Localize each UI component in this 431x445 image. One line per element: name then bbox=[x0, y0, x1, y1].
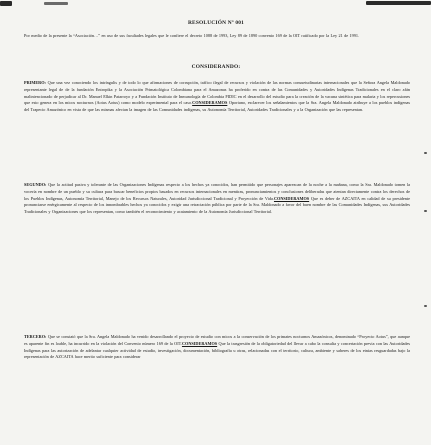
resolution-intro: Por medio de la presente la “Asociación…” en uso de sus facultades legales que le confiere el decreto 1088 de 1993, Ley 89 de 1890 convenio 169 de la OIT ratificado por la Ley 21 de 1991. bbox=[24, 33, 360, 38]
paragraph-segundo-keyword: CONSIDERAMOS bbox=[273, 195, 310, 201]
paragraph-segundo-text: Que la actitud pasiva y tolerante de las Organizaciones Indígenas respecto a los hechos ya conocidos, han permitido que personajes aparezcan de la noche a la mañana, como la Sra. Maldonado tomen la vocería en nombre de un pueblo y su cultura para buscar beneficios propios basados en recursos internacionales en mentiras, pronunciamientos y conclusiones deliberadas que atentan directamente contra los derechos de los Pueblos Indígenas, Autonomía Territorial, Manejo de los Recursos Naturales, Autoridad Jurisdiccional Tradicional y Proyección de Vida. bbox=[24, 182, 410, 201]
paragraph-segundo-lead: SEGUNDO: bbox=[24, 182, 47, 187]
paragraph-primero-lead: PRIMERO: bbox=[24, 80, 46, 85]
scan-top-edge bbox=[0, 0, 431, 10]
scan-artifact bbox=[424, 152, 427, 154]
paragraph-primero-keyword: CONSIDERAMOS bbox=[192, 100, 228, 106]
paragraph-tercero-text: Que se constató que la Sra. Angela Maldonado ha venido desarrollando el proyecto de estudio con micos a la conservación de los primates nocturnos Amazónicos, denominado “Proyecto Aotus”, que aunque es aparente fin es loable, ha incurrido en la violación del Convenio número 169 de la OIT. bbox=[24, 334, 410, 346]
paragraph-tercero-keyword: CONSIDERAMOS bbox=[181, 340, 218, 346]
scan-artifact bbox=[424, 305, 427, 307]
scan-artifact bbox=[424, 210, 427, 212]
paragraph-primero bbox=[24, 80, 410, 114]
considerando-heading: CONSIDERANDO: bbox=[191, 64, 241, 70]
scan-artifact bbox=[0, 1, 12, 6]
paragraph-tercero bbox=[24, 334, 410, 361]
resolution-title: RESOLUCIÓN Nº 001 bbox=[187, 20, 245, 26]
paragraph-tercero-lead: TERCERO: bbox=[24, 334, 47, 339]
paragraph-primero-text2: Oportuno, esclarecer los señalamientos que la Sra. Angela Maldonado atribuye a los pueblos indígenas del Trapecio Amazónico en vista de que las mismas afectan la imagen de las Comunidades indígenas, su Autonomía Territorial, Autoridades Tradicionales y a la Organización que las representan. bbox=[24, 100, 410, 113]
scan-artifact bbox=[366, 1, 431, 5]
paragraph-tercero-text2: Que la trasgresión de la obligatoriedad del llevar a cabo la consulta y concertación previa con las Autoridades Indígenas para las autorización de adelantar cualquier actividad de estudio, investigación, documentación, bibliografía u otras, relacionadas con el territorio, cultura, ambiente y saberes de los etnias resguardadas bajo la representación de AZCAITA hace merito suficiente para considerar bbox=[24, 340, 410, 360]
scan-artifact bbox=[44, 2, 68, 5]
paragraph-segundo-text2: Que es deber de AZCAITA en calidad de su presidente pronunciarse enérgicamente al respecto de los innombrables hechos ya conocidos y exigir una retractación pública por parte de la Sra. Maldonado a favor del buen nombre de las Comunidades Indígenas, sus Autoridades Tradicionales y Organizaciones que los representan, como también el reconocimiento y acatamiento de la Autonomía Jurisdiccional Territorial. bbox=[24, 195, 410, 215]
paragraph-primero-text: Que una vez conociendo los intríngulis y de todo lo que afirmaciones de corrupción, tráfico ilegal de recursos y violación de las normas consuetudinarias internacionales que la Señora Angela Maldonado representante legal de de la fundación Entropika y la Asociación Primatológica Colombiana para el Amazonas ha proferido en contra de las Comunidades y Autoridades Indígenas Tradicionales en el claro afán malintencionado de perjudicar al Dr. Manuel Elkin Patarroyo y a Fundación Instituto de Inmunología de Colombia FIDIC en el desarrollo del estudio para la creación de la vacuna sintética para malaria y los repercusiones que esto genera en los micos nocturnos (Aotus Aotus) como modelo experimental para el caso. bbox=[24, 80, 410, 106]
paragraph-segundo bbox=[24, 182, 410, 216]
